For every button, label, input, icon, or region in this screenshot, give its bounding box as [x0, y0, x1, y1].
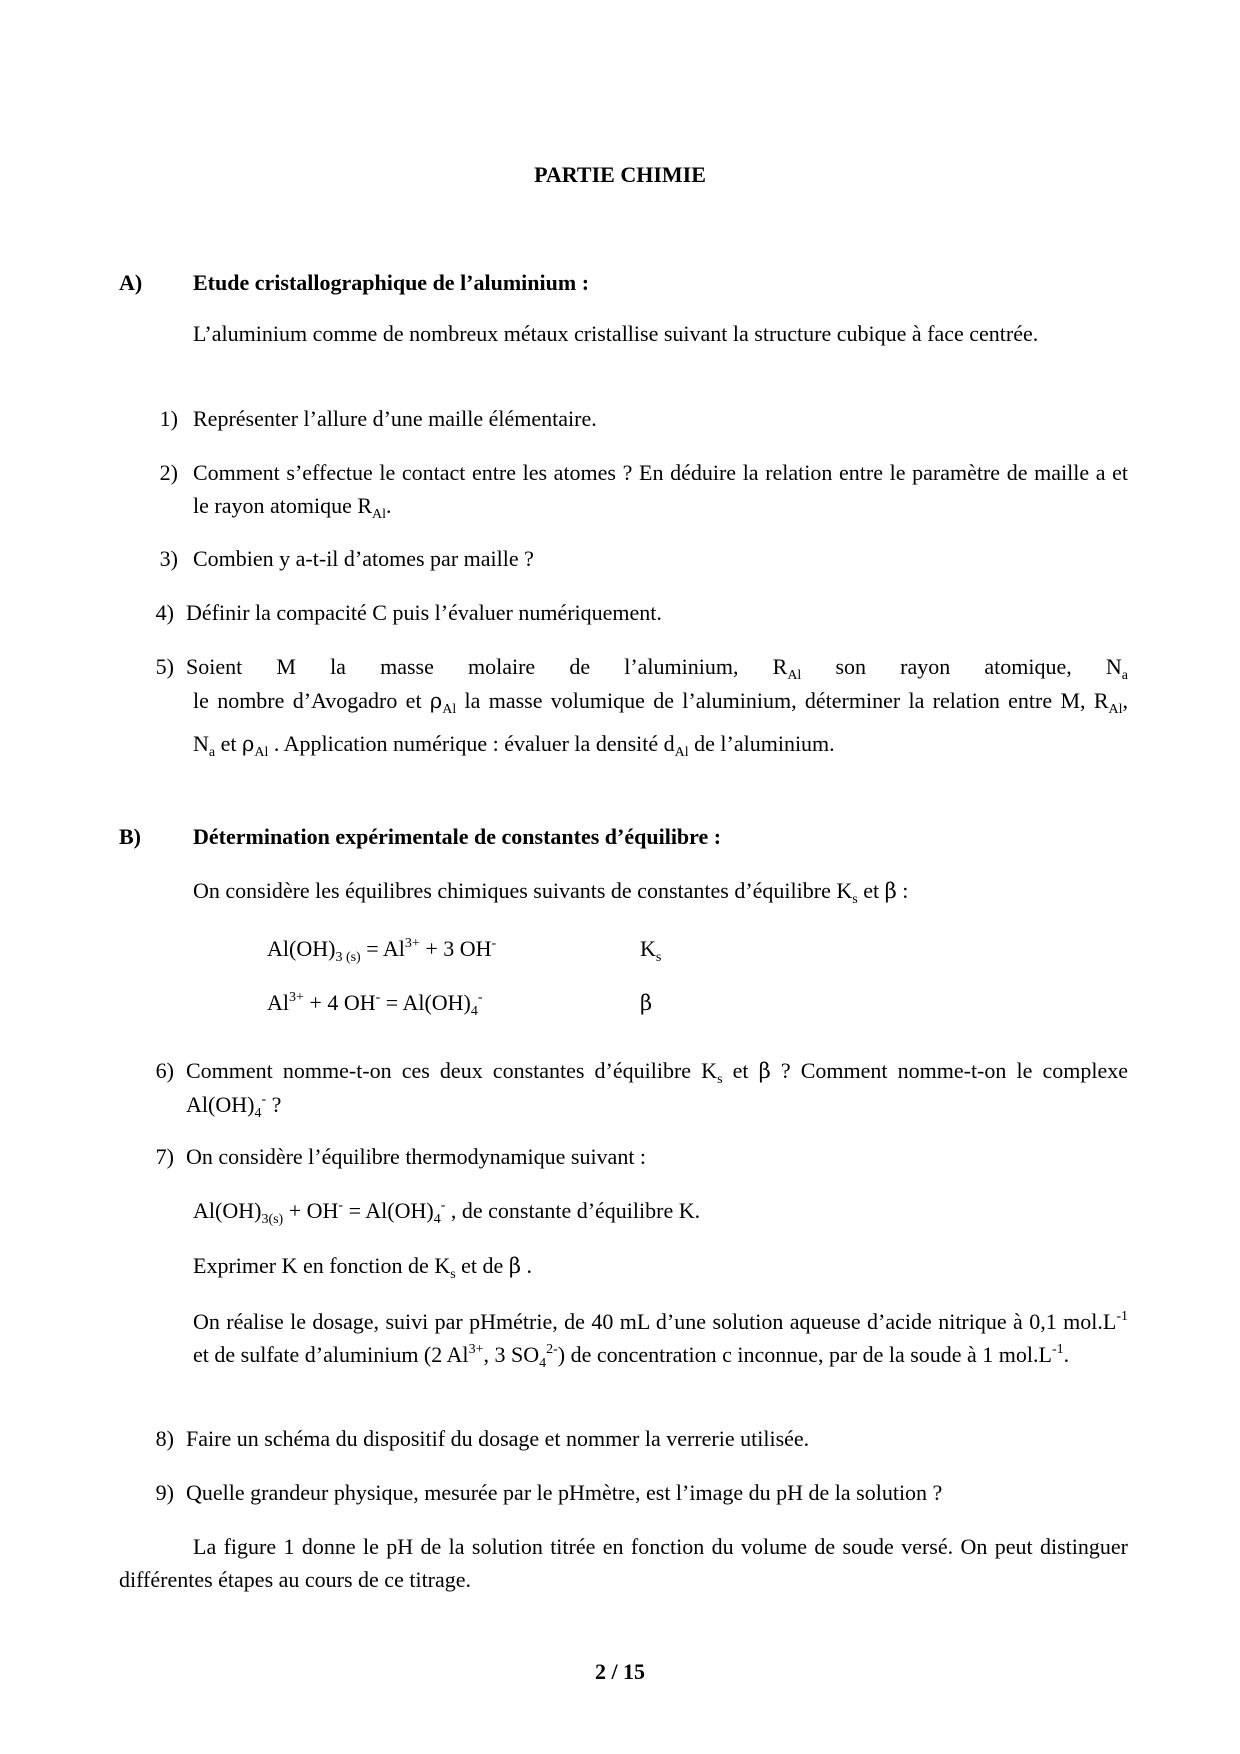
q7-number: 7)	[155, 1144, 174, 1169]
q5-number: 5)	[155, 654, 174, 679]
q6-number: 6)	[155, 1058, 174, 1083]
dosage-paragraph: On réalise le dosage, suivi par pHmétrie, de 40 mL d’une solution aqueuse d’acide nitrique à 0,1 $mol.L^{-1}$ et de sulfate d’aluminium (2 $Al^{3+}$, 3 $SO_4^{2-}$) de concentration c inconnue, par de la soude à 1 $mol.L^{-1}$.	[193, 1309, 1128, 1371]
page-number: 2 / 15	[594, 1659, 646, 1684]
section-b-outro: La figure 1 donne le pH de la solution titrée en fonction du volume de soude versé. On peut distinguer différentes étapes au cours de ce titrage.	[119, 1534, 1128, 1592]
q7-text: On considère l’équilibre thermodynamique suivant :	[186, 1144, 647, 1169]
equation-2: $Al^{3+} + 4$ $OH^- = Al(OH)_4^-$	[267, 990, 483, 1019]
q7-equation: $Al(OH)_{3(s)} + OH^- = Al(OH)_4^-$ , de constante d’équilibre K.	[193, 1198, 701, 1227]
q5-line1: Soient M la masse molaire de l’aluminium, $R_{Al}$ son rayon atomique, $N_a$	[186, 654, 1128, 683]
q7-expression: Exprimer K en fonction de $K_s$ et de β .	[193, 1253, 532, 1282]
q4-text: Définir la compacité C puis l’évaluer numériquement.	[186, 600, 662, 625]
q3-number: 3)	[159, 546, 178, 571]
q8-text: Faire un schéma du dispositif du dosage et nommer la verrerie utilisée.	[186, 1426, 810, 1451]
q9-text: Quelle grandeur physique, mesurée par le pHmètre, est l’image du pH de la solution ?	[186, 1480, 943, 1505]
section-b-letter: B)	[119, 824, 141, 849]
q1-text: Représenter l’allure d’une maille élémentaire.	[193, 406, 597, 431]
q6-text: Comment nomme-t-on ces deux constantes d’équilibre $K_s$ et β ? Comment nomme-t-on le complexe $Al(OH)_4^-$ ?	[186, 1058, 1128, 1121]
section-a-letter: A)	[119, 270, 143, 295]
q5-line2: le nombre d’Avogadro et $\rho_{Al}$ la masse volumique de l’aluminium, déterminer la relation entre M, $R_{Al}$,	[193, 688, 1128, 717]
q4-number: 4)	[155, 600, 174, 625]
section-a-title: Etude cristallographique de l’aluminium :	[193, 270, 590, 295]
q5-line3: $N_a$ et $\rho_{Al}$ . Application numérique : évaluer la densité $d_{Al}$ de l’aluminium.	[193, 731, 835, 760]
section-b-intro: On considère les équilibres chimiques suivants de constantes d’équilibre $K_s$ et β :	[193, 878, 909, 907]
page-title: PARTIE CHIMIE	[534, 162, 706, 187]
equation-2-constant: β	[640, 991, 653, 1015]
q8-number: 8)	[155, 1426, 174, 1451]
q2-text: Comment s’effectue le contact entre les atomes ? En déduire la relation entre le paramètre de maille a et le rayon atomique $R_{Al}$.	[193, 460, 1128, 522]
q9-number: 9)	[155, 1480, 174, 1505]
q3-text: Combien y a-t-il d’atomes par maille ?	[193, 546, 534, 571]
equation-1: $Al(OH)_{3 (s)} = Al^{3+} + 3$ OH-	[267, 936, 497, 965]
equation-1-constant: $K_s$	[640, 936, 662, 965]
q2-number: 2)	[159, 460, 178, 485]
section-b-title: Détermination expérimentale de constantes d’équilibre :	[193, 824, 722, 849]
q1-number: 1)	[159, 406, 178, 431]
section-a-intro: L’aluminium comme de nombreux métaux cristallise suivant la structure cubique à face centrée.	[193, 321, 1039, 346]
